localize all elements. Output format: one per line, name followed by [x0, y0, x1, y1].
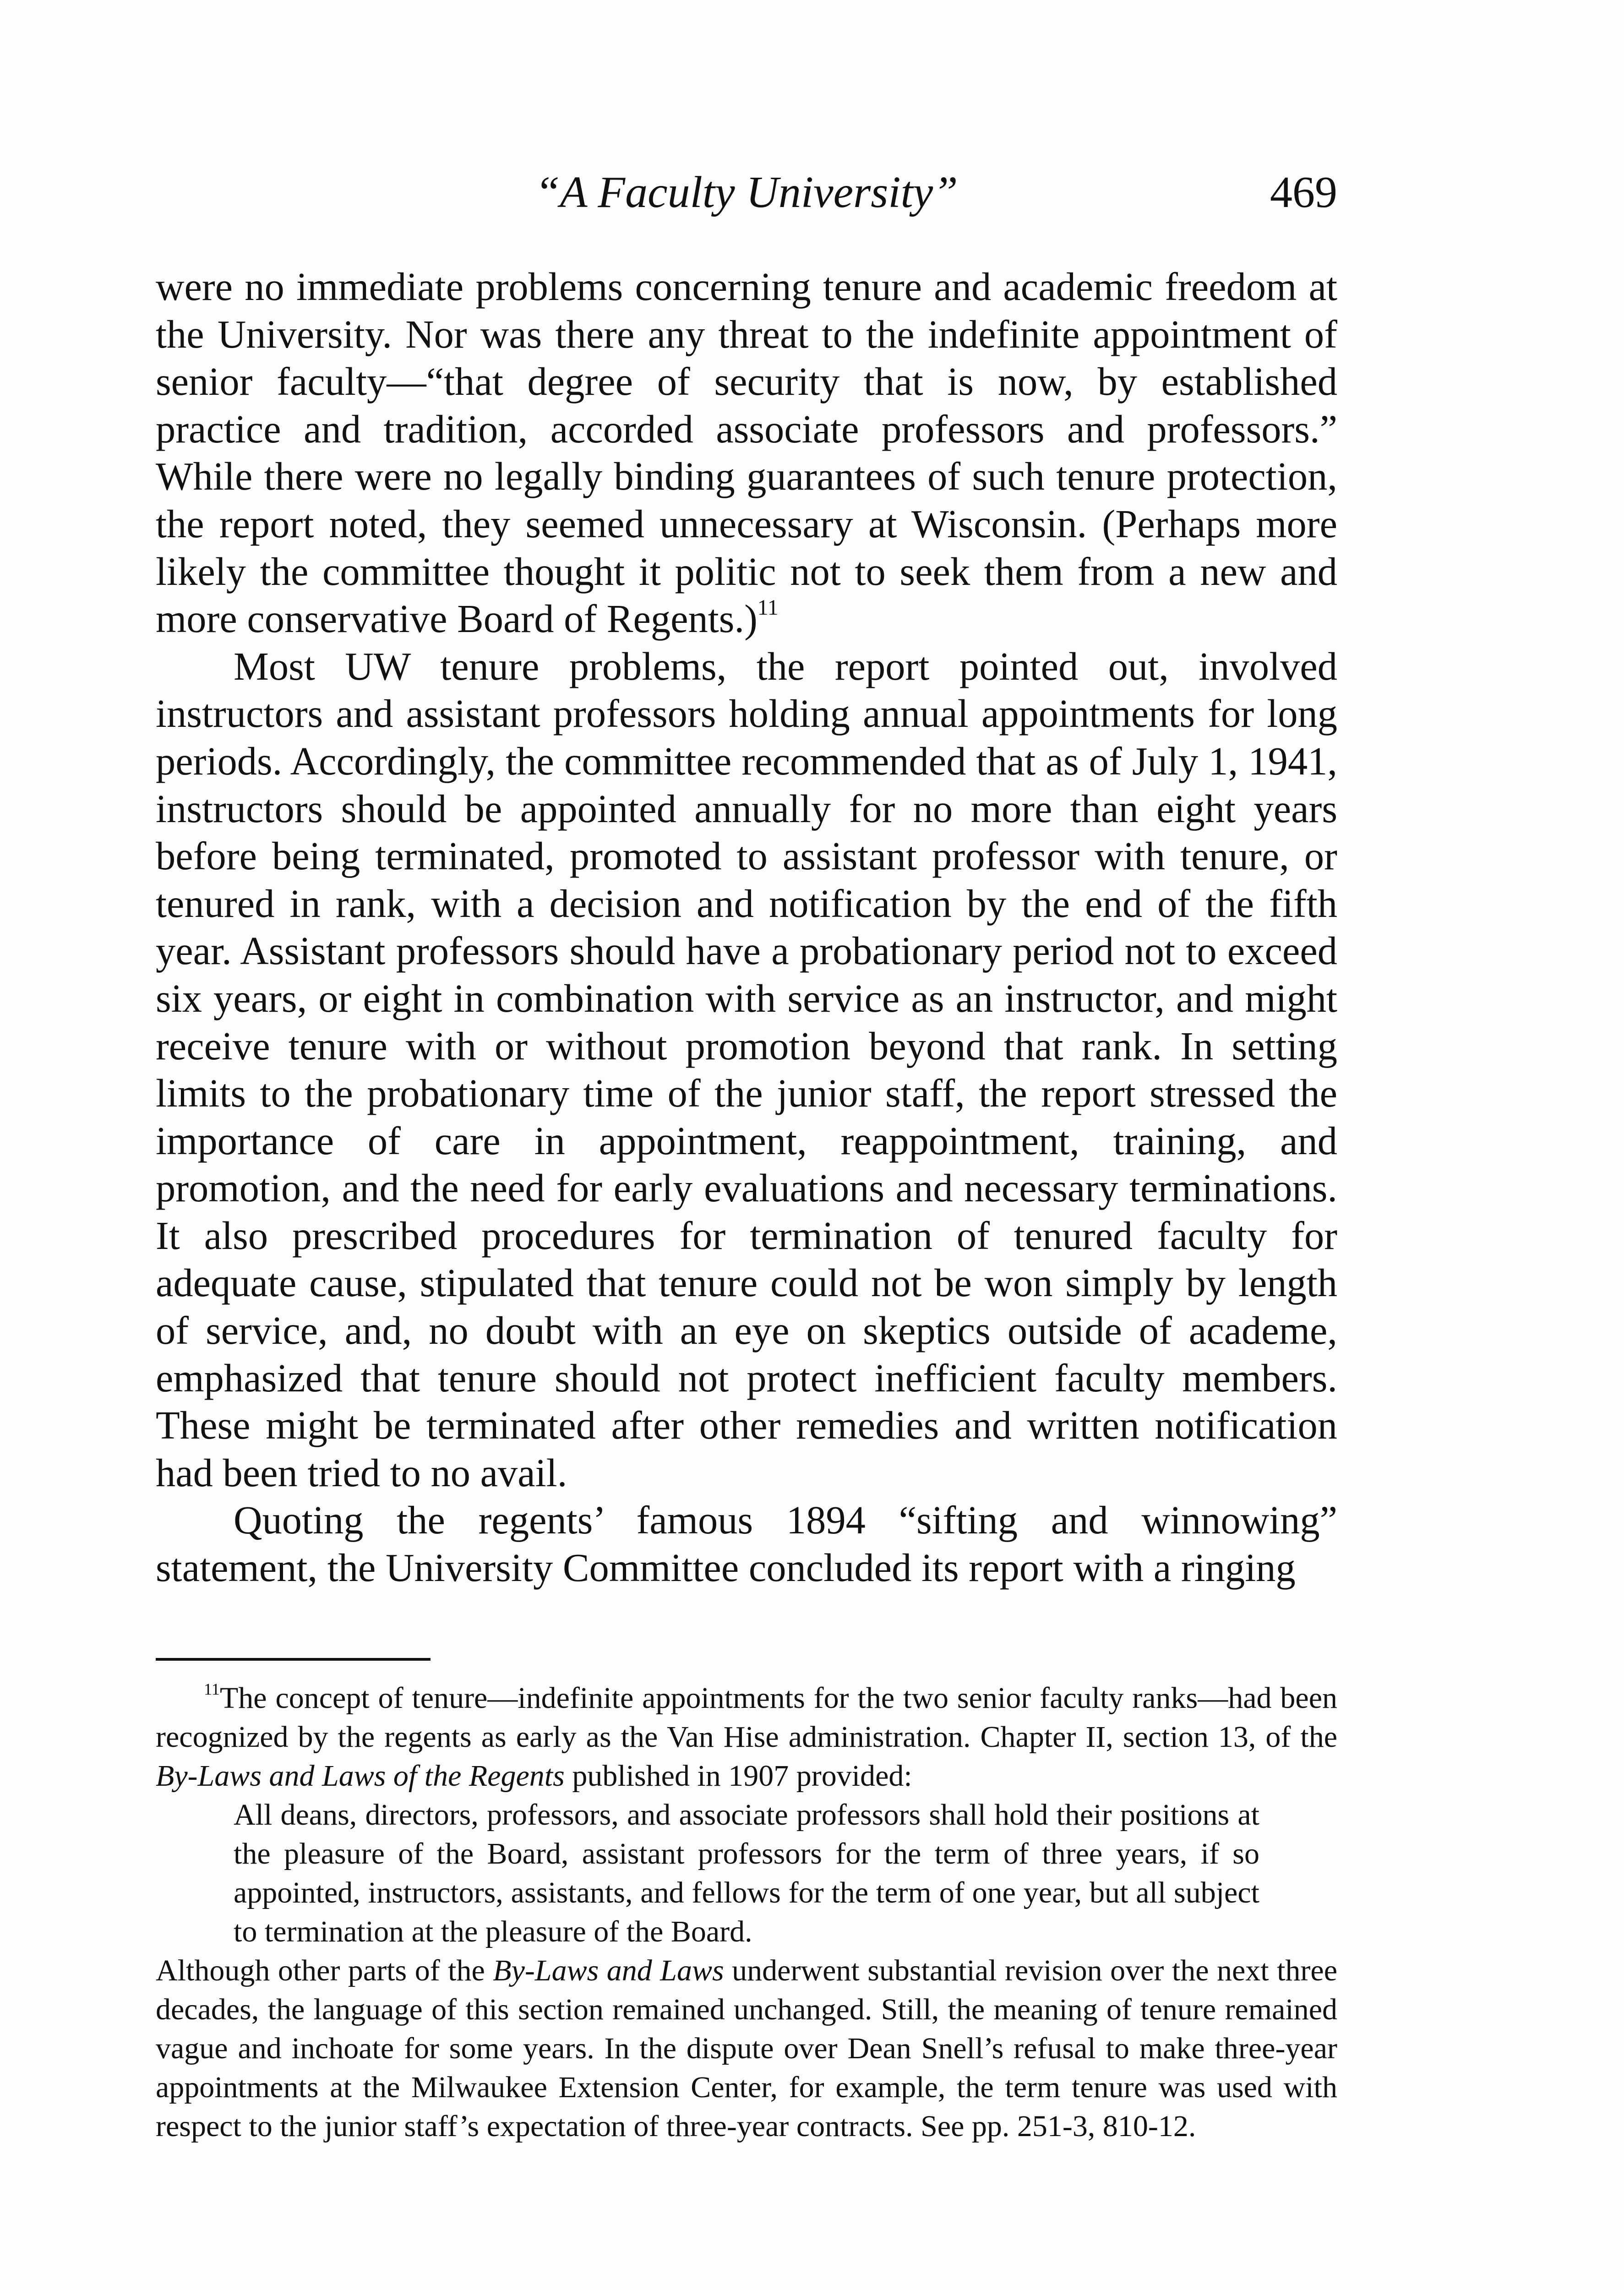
footnote-lead-end: published in 1907 provided:	[564, 1759, 912, 1793]
footnote-rule	[156, 1658, 431, 1661]
footnote-lead: The concept of tenure—indefinite appointments for the two senior faculty ranks—had been recognized by the regents as early as the Van Hise administration. Chapter II, section 13, of the	[156, 1681, 1337, 1754]
footnote-lead-title: By-Laws and Laws of the Regents	[156, 1759, 565, 1793]
paragraph-1-text: were no immediate problems concerning tenure and academic freedom at the University. Nor was there any threat to the indefinite appointment of senior faculty—“that degree of security that is now, by established practice and tradition, accorded associate professors and professors.” While there were no legally binding guarantees of such tenure protection, the report noted, they seemed unnecessary at Wisconsin. (Perhaps more likely the committee thought it politic not to seek them from a new and more conservative Board of Regents.)	[156, 265, 1337, 641]
footnote-after-title: By-Laws and Laws	[493, 1954, 724, 1987]
paragraph-1	[156, 263, 1337, 643]
running-title: “A Faculty University”	[535, 168, 958, 217]
paragraph-3: Quoting the regents’ famous 1894 “sifting and winnowing” statement, the University Committee concluded its report with a ringing	[156, 1498, 1337, 1590]
footnotes	[156, 1679, 1337, 2146]
footnote-number: 11	[204, 1679, 220, 1698]
body-text	[156, 263, 1337, 1592]
paragraph-2: Most UW tenure problems, the report pointed out, involved instructors and assistant professors holding annual appointments for long periods. Accordingly, the committee recommended that as of July 1, 1941, instructors should be appointed annually for no more than eight years before being terminated, promoted to assistant professor with tenure, or tenured in rank, with a decision and notification by the end of the fifth year. Assistant professors should have a probationary period not to exceed six years, or eight in combination with service as an instructor, and might receive tenure with or without promotion beyond that rank. In setting limits to the probationary time of the junior staff, the report stressed the importance of care in appointment, reappointment, training, and promotion, and the need for early evaluations and necessary terminations. It also prescribed procedures for termination of tenured faculty for adequate cause, stipulated that tenure could not be won simply by length of service, and, no doubt with an eye on skeptics outside of academe, emphasized that tenure should not protect inefficient faculty members. These might be terminated after other remedies and written notification had been tried to no avail.	[156, 644, 1337, 1495]
footnote-block-quote: All deans, directors, professors, and associate professors shall hold their positions at the pleasure of the Board, assistant professors for the term of three years, if so appointed, instructors, assistants, and fellows for the term of one year, but all subject to termination at the pleasure of the Board.	[234, 1798, 1259, 1948]
footnote-11	[156, 1679, 1337, 1795]
running-head	[156, 163, 1337, 222]
footnote-after-start: Although other parts of the	[156, 1954, 493, 1987]
footnote-continuation	[156, 1951, 1337, 2146]
page-number: 469	[1270, 168, 1337, 217]
footnote-ref-11[interactable]: 11	[757, 596, 779, 620]
footnote-after-end: underwent substantial revision over the next three decades, the language of this section remained unchanged. Still, the meaning of tenure remained vague and inchoate for some years. In the dispute over Dean Snell’s refusal to make three-year appointments at the Milwaukee Extension Center, for example, the term tenure was used with respect to the junior staff’s expectation of three-year contracts. See pp. 251-3, 810-12.	[156, 1954, 1337, 2143]
